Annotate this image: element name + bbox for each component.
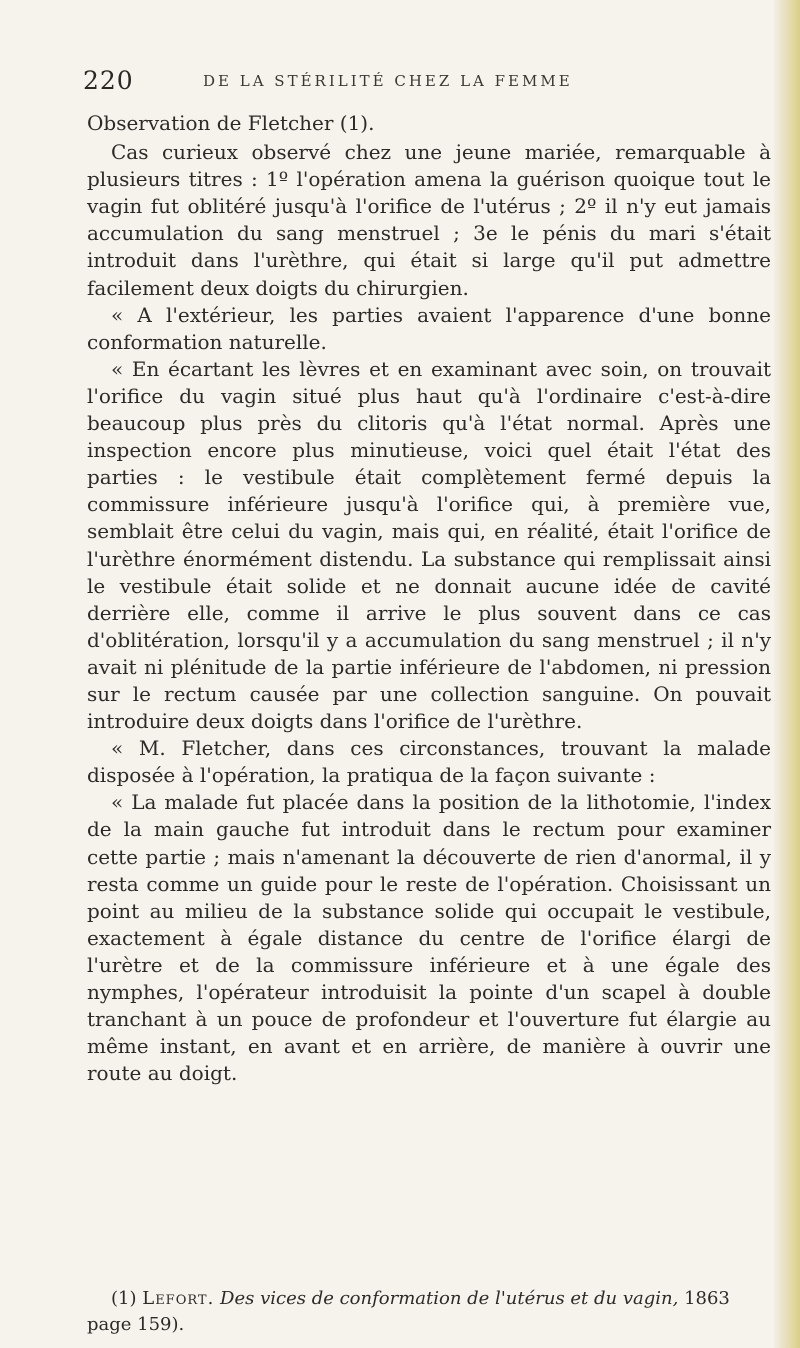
paragraph: Cas curieux observé chez une jeune mariée, remarquable à plusieurs titres : 1º l'opération amena la guérison quoique tout le vagin fut oblitéré jusqu'à l'orifice de l'utérus ; 2º il n'y eut jamais accumulation du sang menstruel ; 3e le pénis du mari s'était introduit dans l'urèthre, qui était si large qu'il put admettre facilement deux doigts du chirurgien. xyxy=(87,140,771,300)
running-head xyxy=(83,66,773,96)
footnote-author: Lefort. xyxy=(142,1288,215,1309)
paragraph: « M. Fletcher, dans ces circonstances, trouvant la malade disposée à l'opération, la pratiqua de la façon suivante : xyxy=(87,736,771,788)
paragraph: « En écartant les lèvres et en examinant avec soin, on trouvait l'orifice du vagin situé plus haut qu'à l'ordinaire c'est-à-dire beaucoup plus près du clitoris qu'à l'état normal. Après une inspection encore plus minutieuse, voici quel était l'état des parties : le vestibule était complètement fermé depuis la commissure inférieure jusqu'à l'orifice qui, à première vue, semblait être celui du vagin, mais qui, en réalité, était l'orifice de l'urèthre énormément distendu. La substance qui remplissait ainsi le vestibule était solide et ne donnait aucune idée de cavité derrière elle, comme il arrive le plus souvent dans ce cas d'oblitération, lorsqu'il y a accumulation du sang menstruel ; il n'y avait ni plénitude de la partie inférieure de l'abdomen, ni pression sur le rectum causée par une collection sanguine. On pouvait introduire deux doigts dans l'orifice de l'urèthre. xyxy=(87,356,771,734)
footnote-marker: (1) xyxy=(111,1288,137,1309)
footnote-title: Des vices de conformation de l'utérus et du vagin, xyxy=(220,1288,679,1309)
book-page xyxy=(60,0,782,1348)
running-title: DE LA STÉRILITÉ CHEZ LA FEMME xyxy=(203,72,573,90)
footnote xyxy=(87,1286,771,1338)
paragraph: « La malade fut placée dans la position de la lithotomie, l'index de la main gauche fut introduit dans le rectum pour examiner cette partie ; mais n'amenant la découverte de rien d'anormal, il y resta comme un guide pour le reste de l'opération. Choisissant un point au milieu de la substance solide qui occupait le vestibule, exactement à égale distance du centre de l'orifice élargi de l'urètre et de la commissure inférieure et à une égale des nymphes, l'opérateur introduisit la pointe d'un scapel à double tranchant à un pouce de profondeur et l'ouverture fut élargie au même instant, en avant et en arrière, de manière à ouvrir une route au doigt. xyxy=(87,790,771,1086)
observation-heading: Observation de Fletcher (1). xyxy=(87,111,375,135)
footnote-reference: 1863 page 159). xyxy=(87,1288,730,1335)
body-text xyxy=(87,110,771,1087)
paragraph: « A l'extérieur, les parties avaient l'apparence d'une bonne conformation naturelle. xyxy=(87,302,771,354)
page-number: 220 xyxy=(83,66,134,95)
